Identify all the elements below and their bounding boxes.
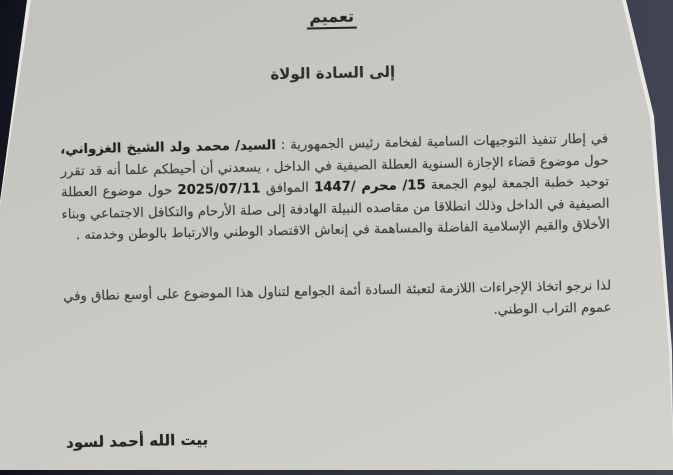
main-paragraph	[60, 129, 610, 248]
gregorian-date: 2025/07/11	[177, 181, 261, 199]
hijri-date: 15/ محرم /1447	[313, 178, 426, 196]
president-name: السيد/ محمد ولد الشيخ الغزواني،	[60, 138, 277, 158]
document-content	[57, 0, 614, 475]
intro-text: في إطار تنفيذ التوجيهات السامية لفخامة رئيس الجمهورية :	[275, 131, 609, 154]
document-title: تعميم	[306, 7, 357, 30]
closing-paragraph: لذا نرجو اتخاذ الإجراءات اللازمة لتعبئة السادة أئمة الجوامع لتناول هذا الموضوع على أوسع نطاق وفي عموم التراب الوطني.	[63, 278, 612, 318]
rest-text: حول موضوع العطلة الصيفية في الداخل وذلك انطلاقا من مقاصده النبيلة الهادفة إلى صلة الأرحام والتكافل الاجتماعي وبناء الأخلاق والقيم الإسلامية الفاضلة والمساهمة في إنعاش الاقتصاد الوطني والارتباط بالوطن وخدمته .	[60, 183, 611, 244]
signature-name: بيت الله أحمد لسود	[65, 430, 209, 452]
corresponding-text: الموافق	[260, 180, 315, 197]
middle-text: حول موضوع قضاء الإجازة السنوية العطلة الصيفية في الداخل ، يسعدني أن أحيطكم علما أنه قد تقرر توحيد خطبة الجمعة ليوم الجمعة	[60, 153, 610, 194]
document-title-row	[57, 2, 605, 35]
recipient-line: إلى السادة الولاة	[270, 62, 396, 84]
